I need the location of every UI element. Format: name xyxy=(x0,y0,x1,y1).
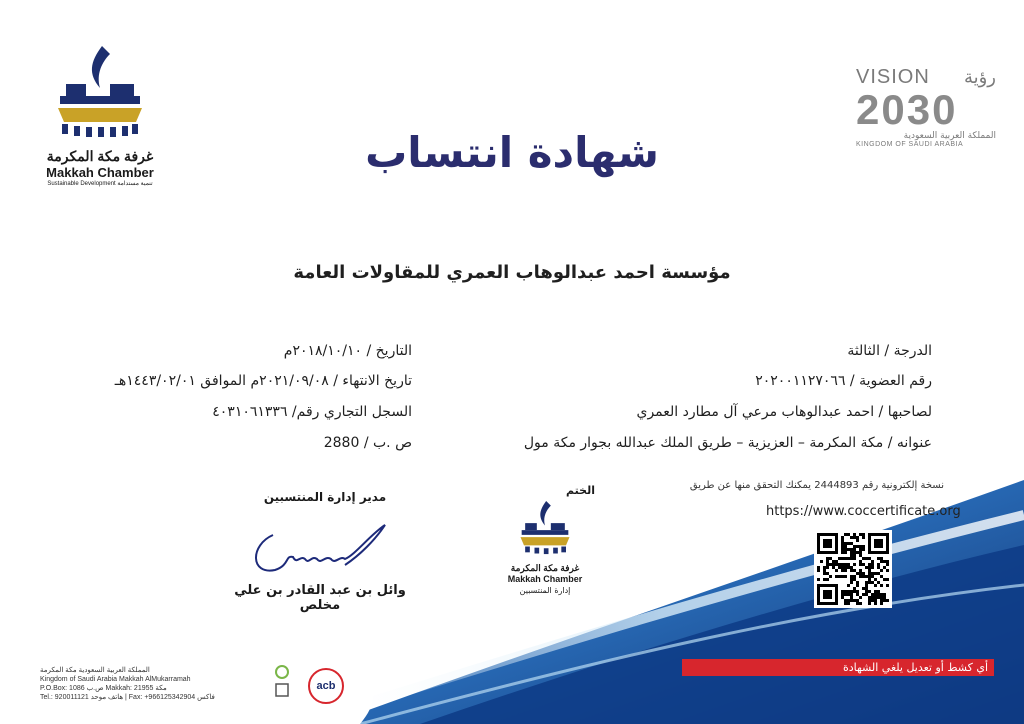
signature-role: مدير إدارة المنتسبين xyxy=(263,490,387,504)
qr-code-icon xyxy=(817,533,889,605)
vision-year: 2030 xyxy=(856,86,958,133)
footer-address xyxy=(40,666,215,702)
chamber-stamp xyxy=(495,484,595,595)
logo-arabic-name: غرفة مكة المكرمة xyxy=(46,148,154,164)
stamp-department: إدارة المنتسبين xyxy=(519,586,571,595)
po-box-field: ص .ب / 2880 xyxy=(323,435,412,451)
verification-qr-code[interactable] xyxy=(814,530,892,608)
stamp-emblem-icon xyxy=(510,499,580,559)
logo-english-name: Makkah Chamber xyxy=(46,165,154,180)
vision-arabic-word: رؤية xyxy=(963,67,996,87)
footer-line-3: P.O.Box: 1086 ص.ب Makkah: 21955 مكة xyxy=(40,685,167,692)
handwritten-signature xyxy=(245,515,395,580)
footer-line-2: Kingdom of Saudi Arabia Makkah AlMukarramah xyxy=(40,676,191,683)
vision-country-ar: المملكة العربية السعودية xyxy=(903,131,996,141)
small-partner-logos xyxy=(272,664,292,700)
acb-logo: acb xyxy=(308,668,344,704)
vision-country-en: KINGDOM OF SAUDI ARABIA xyxy=(856,141,964,148)
grade-field: الدرجة / الثالثة xyxy=(847,343,932,359)
footer-line-1: المملكة العربية السعودية مكة المكرمة xyxy=(40,667,150,674)
stamp-english: Makkah Chamber xyxy=(507,574,583,584)
owner-field: لصاحبها / احمد عبدالوهاب مرعي آل مطارد العمري xyxy=(636,404,932,420)
issue-date-field: التاريخ / ٢٠١٨/١٠/١٠م xyxy=(283,343,412,359)
certificate-title: شهادة انتساب xyxy=(365,128,659,177)
logo-tagline: Sustainable Development تنمية مستدامة xyxy=(47,181,153,187)
verification-note: نسخة إلكترونية رقم 2444893 يمكنك التحقق منها عن طريق xyxy=(689,480,944,491)
company-name: مؤسسة احمد عبدالوهاب العمري للمقاولات العامة xyxy=(293,262,731,283)
stamp-label: الختم xyxy=(566,484,595,497)
makkah-chamber-emblem-icon xyxy=(40,44,160,144)
footer-line-4: Tel.: 920011121 هاتف موحد | Fax: +966125342904 فاكس xyxy=(40,694,215,701)
address-field: عنوانه / مكة المكرمة – العزيزية – طريق الملك عبدالله بجوار مكة مول xyxy=(523,435,932,451)
stamp-arabic: غرفة مكة المكرمة xyxy=(510,563,580,573)
vision-word: VISION xyxy=(856,66,930,88)
verification-url[interactable]: https://www.coccertificate.org xyxy=(766,504,961,519)
membership-number-field: رقم العضوية / ٢٠٢٠٠١١٢٧٠٦٦ xyxy=(755,373,932,389)
vision-2030-logo xyxy=(856,66,996,148)
partner-logo-icon xyxy=(272,664,292,700)
commercial-register-field: السجل التجاري رقم/ ٤٠٣١٠٦١٣٣٦ xyxy=(212,404,412,420)
tamper-warning-bar: أي كشط أو تعديل يلغي الشهادة xyxy=(682,659,994,676)
expiry-date-field: تاريخ الانتهاء / ٢٠٢١/٠٩/٠٨م الموافق ١٤٤٣/٠٢/٠١هـ xyxy=(114,373,412,389)
makkah-chamber-logo xyxy=(40,44,160,187)
signatory-name: وائل بن عبد القادر بن علي مخلص xyxy=(234,583,406,613)
